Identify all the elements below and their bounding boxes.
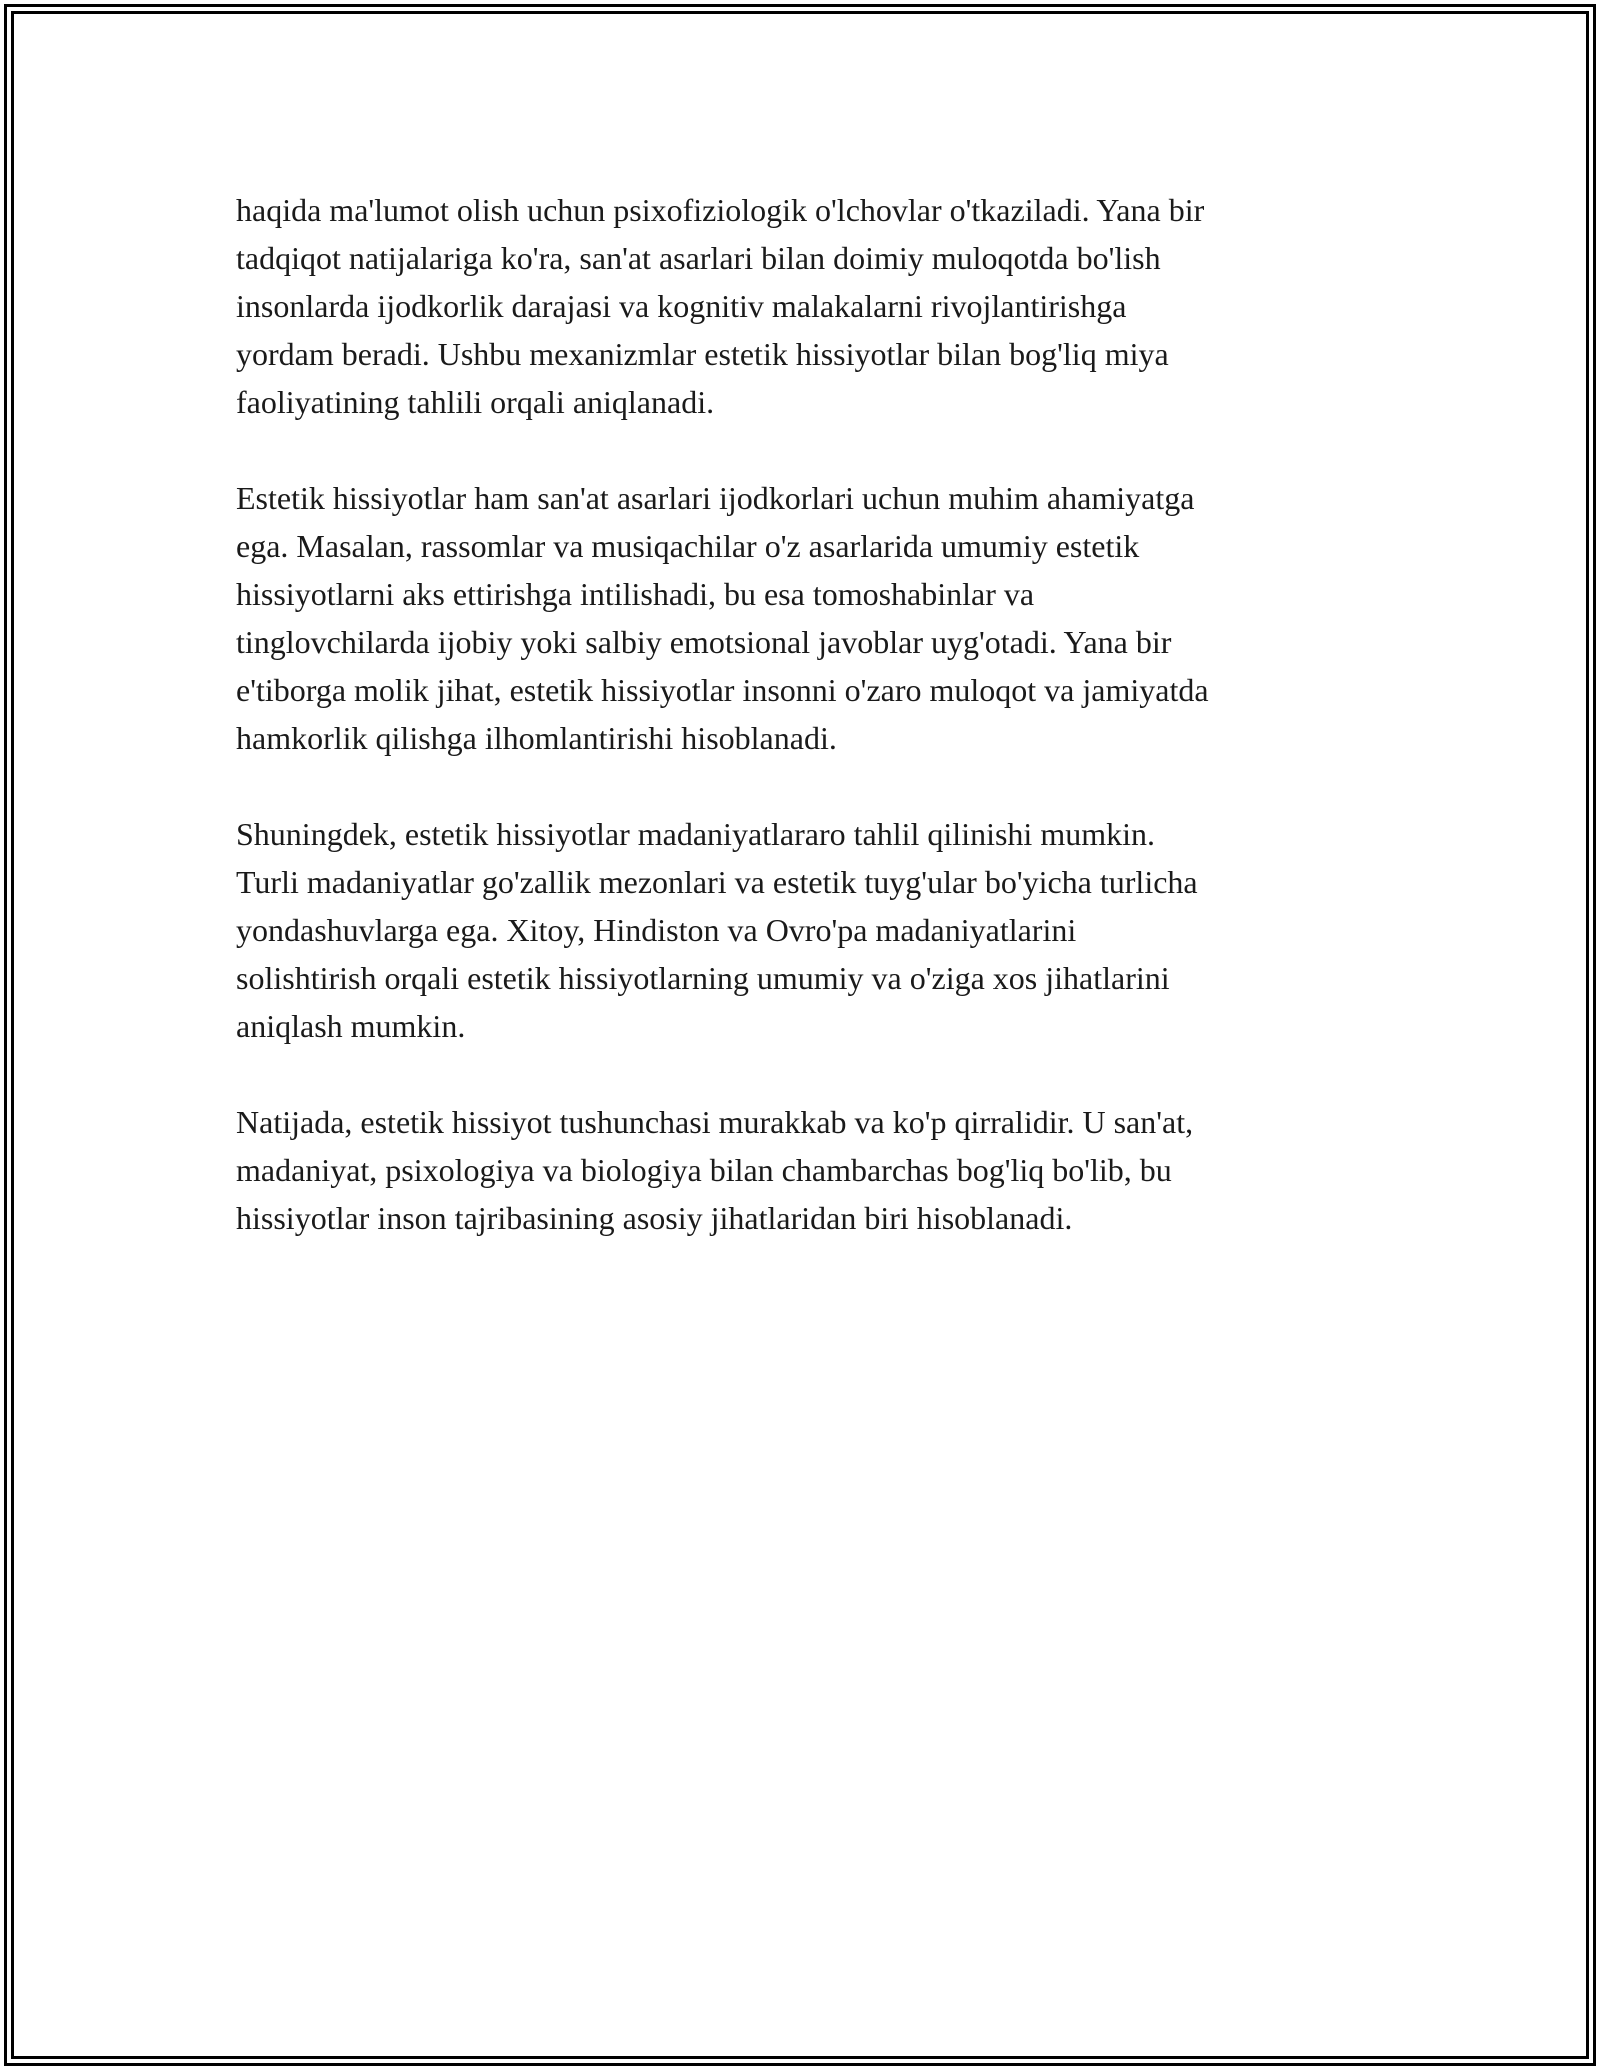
text-line: yordam beradi. Ushbu mexanizmlar estetik hissiyotlar bilan bog'liq miya <box>236 336 1169 372</box>
text-line: ega. Masalan, rassomlar va musiqachilar o'z asarlarida umumiy estetik <box>236 528 1140 564</box>
text-line: faoliyatining tahlili orqali aniqlanadi. <box>236 384 715 420</box>
text-line: hissiyotlarni aks ettirishga intilishadi, bu esa tomoshabinlar va <box>236 576 1035 612</box>
text-line: tinglovchilarda ijobiy yoki salbiy emotsional javoblar uyg'otadi. Yana bir <box>236 624 1172 660</box>
paragraph-1 <box>236 186 1366 426</box>
document-body <box>236 186 1366 1290</box>
text-line: aniqlash mumkin. <box>236 1008 466 1044</box>
paragraph-2 <box>236 474 1366 762</box>
text-line: hissiyotlar inson tajribasining asosiy jihatlaridan biri hisoblanadi. <box>236 1200 1073 1236</box>
text-line: Turli madaniyatlar go'zallik mezonlari va estetik tuyg'ular bo'yicha turlicha <box>236 864 1198 900</box>
text-line: yondashuvlarga ega. Xitoy, Hindiston va Ovro'pa madaniyatlarini <box>236 912 1077 948</box>
text-line: Natijada, estetik hissiyot tushunchasi murakkab va ko'p qirralidir. U san'at, <box>236 1104 1194 1140</box>
text-line: tadqiqot natijalariga ko'ra, san'at asarlari bilan doimiy muloqotda bo'lish <box>236 240 1161 276</box>
paragraph-4 <box>236 1098 1366 1242</box>
text-line: haqida ma'lumot olish uchun psixofiziologik o'lchovlar o'tkaziladi. Yana bir <box>236 192 1205 228</box>
text-line: madaniyat, psixologiya va biologiya bilan chambarchas bog'liq bo'lib, bu <box>236 1152 1172 1188</box>
text-line: Shuningdek, estetik hissiyotlar madaniyatlararo tahlil qilinishi mumkin. <box>236 816 1155 852</box>
paragraph-3 <box>236 810 1366 1050</box>
text-line: solishtirish orqali estetik hissiyotlarning umumiy va o'ziga xos jihatlarini <box>236 960 1170 996</box>
text-line: Estetik hissiyotlar ham san'at asarlari ijodkorlari uchun muhim ahamiyatga <box>236 480 1195 516</box>
text-line: insonlarda ijodkorlik darajasi va kognitiv malakalarni rivojlantirishga <box>236 288 1127 324</box>
text-line: e'tiborga molik jihat, estetik hissiyotlar insonni o'zaro muloqot va jamiyatda <box>236 672 1209 708</box>
text-line: hamkorlik qilishga ilhomlantirishi hisoblanadi. <box>236 720 837 756</box>
